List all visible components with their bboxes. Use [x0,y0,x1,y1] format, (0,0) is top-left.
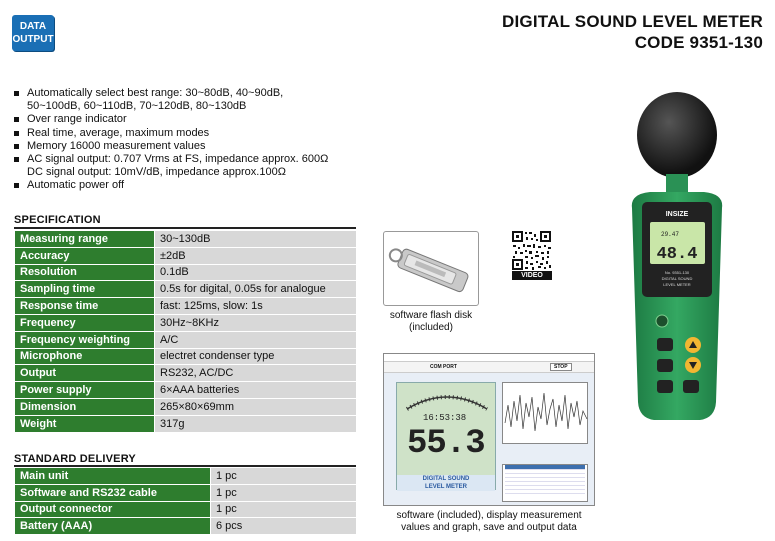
software-caption-line-1: software (included), display measurement [396,510,582,521]
software-brand-line-1: DIGITAL SOUND [422,476,470,482]
specification-divider [14,227,356,229]
delivery-item: Software and RS232 cable [15,484,211,501]
delivery-qty: 1 pc [211,468,357,485]
software-main-value: 55.3 [407,425,485,463]
delivery-item: Battery (AAA) [15,518,211,535]
delivery-table [14,467,357,535]
feature-item: AC signal output: 0.707 Vrms at FS, impedance approx. 600Ω [14,153,374,166]
sound-meter-device-icon [620,90,730,425]
svg-text:LEVEL METER: LEVEL METER [663,282,691,287]
delivery-item: Output connector [15,501,211,518]
delivery-qty: 1 pc [211,501,357,518]
flash-caption-line-1: software flash disk [389,310,473,321]
software-screenshot [383,353,595,506]
spec-value: 30Hz~8KHz [155,314,357,331]
software-brand [397,475,495,491]
spec-key: Dimension [15,398,155,415]
software-brand-line-2: LEVEL METER [425,484,467,490]
table-row [15,518,357,535]
table-row [15,468,357,485]
table-row [15,365,357,382]
table-row [505,490,585,494]
software-lcd [396,382,496,490]
table-row [15,331,357,348]
svg-text:29.47: 29.47 [660,231,680,238]
spec-value: 6×AAA batteries [155,382,357,399]
feature-item: 50~100dB, 60~110dB, 70~120dB, 80~130dB [27,100,247,113]
spec-value: A/C [155,331,357,348]
spec-key: Output [15,365,155,382]
product-title [502,11,763,53]
svg-text:DIGITAL SOUND: DIGITAL SOUND [661,276,693,281]
flash-caption-line-2: (included) [409,322,453,333]
feature-list [14,87,374,193]
spec-value: 0.1dB [155,264,357,281]
delivery-heading: STANDARD DELIVERY [14,453,136,465]
table-row [15,348,357,365]
software-graph [502,382,588,444]
software-data-table [502,464,588,502]
feature-item: Memory 16000 measurement values [14,140,374,153]
table-row [15,231,357,248]
waveform-graph-icon [503,383,589,445]
spec-value: 0.5s for digital, 0.05s for analogue [155,281,357,298]
spec-value: fast: 125ms, slow: 1s [155,298,357,315]
spec-key: Measuring range [15,231,155,248]
table-row [15,382,357,399]
sound-level-meter-image [620,90,730,425]
spec-value: RS232, AC/DC [155,365,357,382]
spec-value: electret condenser type [155,348,357,365]
delivery-item: Main unit [15,468,211,485]
feature-item: Automatic power off [14,179,374,192]
table-row [15,264,357,281]
badge-line-2: OUTPUT [12,34,54,45]
spec-key: Accuracy [15,247,155,264]
spec-key: Weight [15,415,155,432]
software-stop-button: STOP [550,363,572,371]
spec-value: ±2dB [155,247,357,264]
flash-disk-caption [380,310,482,334]
analog-scale-icon [397,383,497,413]
svg-text:No. 9351-130: No. 9351-130 [664,270,690,275]
software-time-value: 16:53:38 [423,413,467,423]
delivery-qty: 1 pc [211,484,357,501]
software-caption-line-2: values and graph, save and output data [401,522,577,533]
spec-value: 265×80×69mm [155,398,357,415]
qr-code-icon [511,230,552,271]
data-output-badge [12,15,54,51]
feature-item: Automatically select best range: 30~80dB, 40~90dB, [14,87,374,100]
badge-line-1: DATA [19,21,47,32]
spec-key: Resolution [15,264,155,281]
specification-table [14,230,357,433]
delivery-qty: 6 pcs [211,518,357,535]
table-row [15,298,357,315]
svg-text:INSIZE: INSIZE [665,211,689,218]
spec-key: Frequency weighting [15,331,155,348]
software-toolbar [384,362,594,373]
spec-key: Microphone [15,348,155,365]
spec-value: 317g [155,415,357,432]
table-row [15,398,357,415]
table-row [15,501,357,518]
feature-item: DC signal output: 10mV/dB, impedance approx.100Ω [27,166,286,179]
table-row [15,415,357,432]
software-port-label: COM PORT [430,364,457,370]
svg-text:48.4: 48.4 [656,245,698,264]
spec-key: Frequency [15,314,155,331]
table-row [15,314,357,331]
spec-key: Power supply [15,382,155,399]
spec-key: Response time [15,298,155,315]
table-row [15,484,357,501]
qr-video-label: VIDEO [512,271,552,280]
product-name: DIGITAL SOUND LEVEL METER [502,12,763,31]
flash-disk-image [383,231,479,306]
usb-stick-icon [384,232,480,307]
software-caption [373,510,605,534]
spec-key: Sampling time [15,281,155,298]
specification-heading: SPECIFICATION [14,214,101,226]
feature-item: Real time, average, maximum modes [14,127,374,140]
software-titlebar [384,354,594,362]
feature-item: Over range indicator [14,113,374,126]
table-row [15,247,357,264]
spec-value: 30~130dB [155,231,357,248]
product-code: CODE 9351-130 [634,33,763,52]
table-row [15,281,357,298]
